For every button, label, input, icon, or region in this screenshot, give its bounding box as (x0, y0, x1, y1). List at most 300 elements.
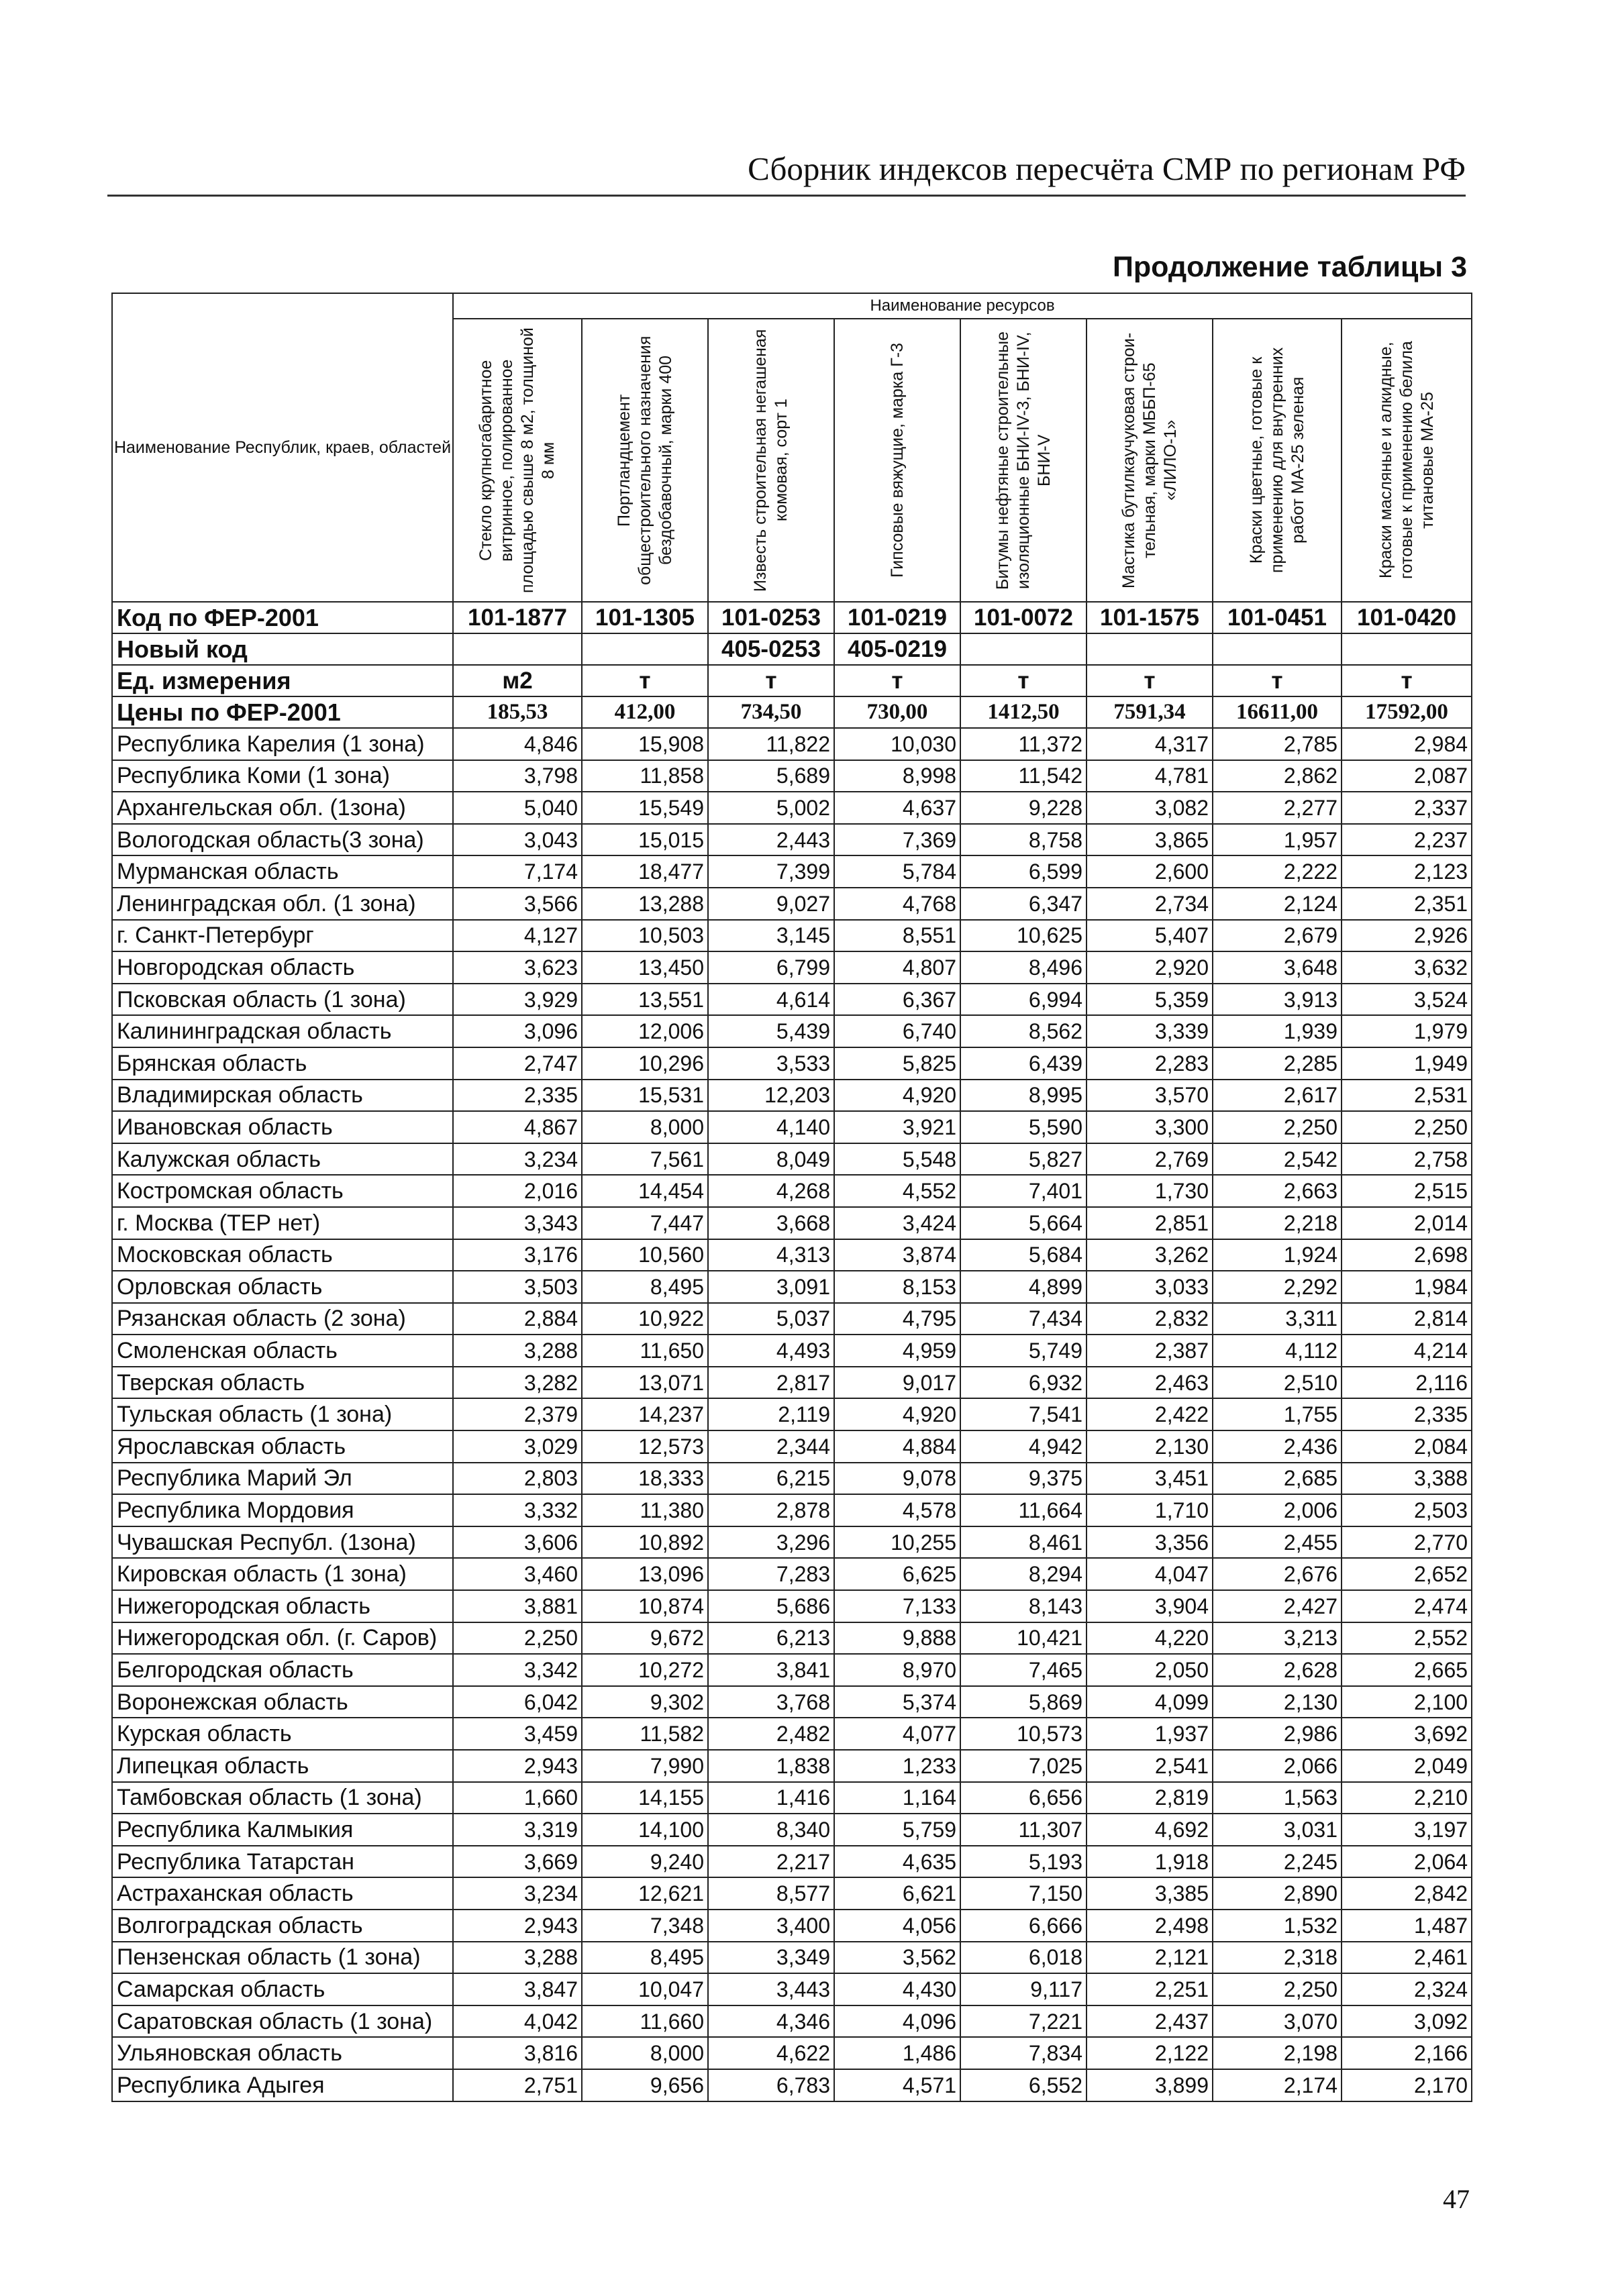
index-cell: 5,439 (708, 1015, 834, 1047)
resource-column-title: Краски масляные и алкидные, готовые к применению белила титановые МА-25 (1376, 341, 1437, 580)
index-cell: 1,710 (1087, 1494, 1213, 1526)
index-cell: 2,542 (1213, 1143, 1342, 1176)
index-cell: 4,637 (834, 792, 960, 824)
index-cell: 4,140 (708, 1111, 834, 1143)
index-cell: 7,834 (960, 2037, 1087, 2069)
index-cell: 2,503 (1342, 1494, 1472, 1526)
index-cell: 7,401 (960, 1175, 1087, 1207)
index-cell: 8,049 (708, 1143, 834, 1176)
index-cell: 4,077 (834, 1718, 960, 1750)
index-cell: 5,359 (1087, 984, 1213, 1016)
index-cell: 3,424 (834, 1207, 960, 1239)
region-name: Нижегородская область (112, 1590, 453, 1622)
index-cell: 3,213 (1213, 1622, 1342, 1655)
table-row (112, 1718, 1472, 1750)
region-name: Астраханская область (112, 1877, 453, 1910)
region-name: Самарская область (112, 1973, 453, 2005)
table-row (112, 1047, 1472, 1080)
region-name: Республика Калмыкия (112, 1814, 453, 1846)
index-cell: 9,027 (708, 888, 834, 920)
meta-cell: 101-1877 (453, 602, 582, 633)
index-cell: 5,037 (708, 1303, 834, 1335)
index-cell: 8,294 (960, 1558, 1087, 1590)
region-name: Республика Коми (1 зона) (112, 760, 453, 792)
table-row (112, 2037, 1472, 2069)
index-cell: 4,056 (834, 1910, 960, 1942)
index-cell: 2,443 (708, 824, 834, 856)
index-cell: 2,676 (1213, 1558, 1342, 1590)
index-cell: 2,116 (1342, 1367, 1472, 1399)
index-cell: 3,288 (453, 1942, 582, 1974)
region-name: Республика Адыгея (112, 2069, 453, 2101)
table-row (112, 855, 1472, 888)
index-cell: 2,006 (1213, 1494, 1342, 1526)
table-row (112, 1782, 1472, 1814)
index-cell: 2,785 (1213, 728, 1342, 760)
table-row (112, 1910, 1472, 1942)
index-cell: 2,531 (1342, 1080, 1472, 1112)
index-cell: 3,443 (708, 1973, 834, 2005)
table-row (112, 2005, 1472, 2038)
table-row (112, 2069, 1472, 2101)
index-cell: 4,430 (834, 1973, 960, 2005)
index-cell: 2,218 (1213, 1207, 1342, 1239)
region-name: Московская область (112, 1239, 453, 1271)
index-cell: 4,899 (960, 1271, 1087, 1303)
index-cell: 4,268 (708, 1175, 834, 1207)
index-cell: 3,881 (453, 1590, 582, 1622)
index-cell: 7,348 (582, 1910, 708, 1942)
index-cell: 3,234 (453, 1143, 582, 1176)
index-cell: 7,434 (960, 1303, 1087, 1335)
index-cell: 1,984 (1342, 1271, 1472, 1303)
index-cell: 4,346 (708, 2005, 834, 2038)
table-row (112, 792, 1472, 824)
index-cell: 10,625 (960, 920, 1087, 952)
index-cell: 3,865 (1087, 824, 1213, 856)
index-cell: 3,091 (708, 1271, 834, 1303)
index-cell: 4,768 (834, 888, 960, 920)
meta-cell: т (582, 665, 708, 696)
index-cell: 11,650 (582, 1335, 708, 1367)
index-cell: 5,686 (708, 1590, 834, 1622)
index-cell: 13,096 (582, 1558, 708, 1590)
index-cell: 1,957 (1213, 824, 1342, 856)
region-name: Белгородская область (112, 1654, 453, 1686)
index-cell: 6,042 (453, 1686, 582, 1718)
index-cell: 2,628 (1213, 1654, 1342, 1686)
index-cell: 6,740 (834, 1015, 960, 1047)
index-cell: 2,049 (1342, 1750, 1472, 1782)
index-cell: 5,684 (960, 1239, 1087, 1271)
index-cell: 6,799 (708, 951, 834, 984)
index-cell: 2,455 (1213, 1526, 1342, 1559)
running-title: Сборник индексов пересчёта СМР по регионам РФ (748, 150, 1466, 187)
index-cell: 11,380 (582, 1494, 708, 1526)
index-cell: 4,942 (960, 1430, 1087, 1463)
table-row (112, 1590, 1472, 1622)
resource-column-header (834, 319, 960, 602)
index-cell: 2,770 (1342, 1526, 1472, 1559)
index-cell: 2,250 (453, 1622, 582, 1655)
meta-cell: т (960, 665, 1087, 696)
index-cell: 6,213 (708, 1622, 834, 1655)
region-name: Брянская область (112, 1047, 453, 1080)
index-cell: 8,995 (960, 1080, 1087, 1112)
index-cell: 3,342 (453, 1654, 582, 1686)
index-cell: 2,617 (1213, 1080, 1342, 1112)
index-cell: 2,166 (1342, 2037, 1472, 2069)
index-cell: 3,570 (1087, 1080, 1213, 1112)
region-name: Вологодская область(3 зона) (112, 824, 453, 856)
table-row (112, 1303, 1472, 1335)
meta-cell: т (1342, 665, 1472, 696)
meta-cell: 1412,50 (960, 696, 1087, 728)
meta-cell: м2 (453, 665, 582, 696)
index-cell: 8,998 (834, 760, 960, 792)
region-name: Республика Марий Эл (112, 1463, 453, 1495)
index-cell: 1,755 (1213, 1398, 1342, 1430)
index-cell: 2,324 (1342, 1973, 1472, 2005)
index-cell: 3,899 (1087, 2069, 1213, 2101)
index-cell: 9,888 (834, 1622, 960, 1655)
resource-column-title: Краски цветные, готовые к применению для внутренних работ МА-25 зеленая (1246, 347, 1307, 574)
index-cell: 5,548 (834, 1143, 960, 1176)
meta-cell: 101-1575 (1087, 602, 1213, 633)
index-cell: 5,689 (708, 760, 834, 792)
index-cell: 6,347 (960, 888, 1087, 920)
table-body (112, 602, 1472, 2101)
meta-cell: т (1213, 665, 1342, 696)
index-cell: 2,064 (1342, 1846, 1472, 1878)
index-cell: 2,541 (1087, 1750, 1213, 1782)
index-cell: 4,047 (1087, 1558, 1213, 1590)
index-cell: 3,082 (1087, 792, 1213, 824)
index-cell: 2,832 (1087, 1303, 1213, 1335)
index-cell: 8,461 (960, 1526, 1087, 1559)
index-cell: 15,531 (582, 1080, 708, 1112)
index-cell: 9,078 (834, 1463, 960, 1495)
index-cell: 4,959 (834, 1335, 960, 1367)
index-cell: 10,573 (960, 1718, 1087, 1750)
index-cell: 8,562 (960, 1015, 1087, 1047)
index-cell: 2,482 (708, 1718, 834, 1750)
index-cell: 2,292 (1213, 1271, 1342, 1303)
index-cell: 8,577 (708, 1877, 834, 1910)
table-row (112, 1111, 1472, 1143)
index-cell: 6,018 (960, 1942, 1087, 1974)
index-cell: 2,819 (1087, 1782, 1213, 1814)
index-cell: 3,816 (453, 2037, 582, 2069)
index-cell: 8,495 (582, 1271, 708, 1303)
meta-cell: 101-0253 (708, 602, 834, 633)
index-cell: 2,663 (1213, 1175, 1342, 1207)
index-cell: 2,277 (1213, 792, 1342, 824)
table-row (112, 1654, 1472, 1686)
resource-column-title: Известь строительная негашеная комовая, сорт 1 (751, 329, 791, 592)
index-cell: 11,307 (960, 1814, 1087, 1846)
region-name: Республика Карелия (1 зона) (112, 728, 453, 760)
index-cell: 12,203 (708, 1080, 834, 1112)
index-cell: 4,807 (834, 951, 960, 984)
index-cell: 4,214 (1342, 1335, 1472, 1367)
index-cell: 5,869 (960, 1686, 1087, 1718)
index-cell: 2,926 (1342, 920, 1472, 952)
index-cell: 4,571 (834, 2069, 960, 2101)
index-cell: 3,768 (708, 1686, 834, 1718)
index-cell: 6,994 (960, 984, 1087, 1016)
index-cell: 11,372 (960, 728, 1087, 760)
region-name: Псковская область (1 зона) (112, 984, 453, 1016)
meta-row (112, 602, 1472, 633)
index-cell: 3,339 (1087, 1015, 1213, 1047)
index-cell: 1,486 (834, 2037, 960, 2069)
index-cell: 7,399 (708, 855, 834, 888)
index-cell: 3,929 (453, 984, 582, 1016)
index-cell: 6,656 (960, 1782, 1087, 1814)
index-cell: 4,781 (1087, 760, 1213, 792)
index-cell: 2,285 (1213, 1047, 1342, 1080)
table-row (112, 1367, 1472, 1399)
index-cell: 8,000 (582, 1111, 708, 1143)
index-cell: 2,124 (1213, 888, 1342, 920)
index-cell: 4,493 (708, 1335, 834, 1367)
index-cell: 2,379 (453, 1398, 582, 1430)
meta-cell (1342, 633, 1472, 665)
index-cell: 2,245 (1213, 1846, 1342, 1878)
index-cell: 2,337 (1342, 792, 1472, 824)
index-cell: 2,436 (1213, 1430, 1342, 1463)
index-cell: 10,503 (582, 920, 708, 952)
table-row (112, 1750, 1472, 1782)
index-cell: 5,040 (453, 792, 582, 824)
index-cell: 3,562 (834, 1942, 960, 1974)
table-row (112, 728, 1472, 760)
resource-column-title: Портландцемент общестроительного назначения бездобавочный, марки 400 (614, 335, 675, 585)
meta-cell: 101-1305 (582, 602, 708, 633)
meta-cell (582, 633, 708, 665)
index-table (111, 293, 1472, 2102)
resource-column-header (453, 319, 582, 602)
region-name: Ленинградская обл. (1 зона) (112, 888, 453, 920)
index-cell: 5,827 (960, 1143, 1087, 1176)
table-row (112, 1398, 1472, 1430)
meta-cell: 101-0420 (1342, 602, 1472, 633)
index-cell: 2,335 (1342, 1398, 1472, 1430)
index-cell: 13,288 (582, 888, 708, 920)
index-cell: 6,552 (960, 2069, 1087, 2101)
index-cell: 4,622 (708, 2037, 834, 2069)
index-cell: 3,874 (834, 1239, 960, 1271)
meta-cell (1213, 633, 1342, 665)
region-name: Кировская область (1 зона) (112, 1558, 453, 1590)
index-cell: 2,130 (1087, 1430, 1213, 1463)
resource-column-header (582, 319, 708, 602)
index-cell: 7,990 (582, 1750, 708, 1782)
index-cell: 13,450 (582, 951, 708, 984)
meta-row (112, 633, 1472, 665)
meta-row (112, 696, 1472, 728)
resource-column-title: Битумы нефтяные строительные изоляционные БНИ-IV-3, БНИ-IV, БНИ-V (993, 331, 1054, 590)
index-cell: 3,400 (708, 1910, 834, 1942)
index-cell: 2,769 (1087, 1143, 1213, 1176)
meta-cell: 405-0219 (834, 633, 960, 665)
region-name: Ярославская область (112, 1430, 453, 1463)
index-cell: 14,454 (582, 1175, 708, 1207)
table-row (112, 824, 1472, 856)
index-cell: 3,632 (1342, 951, 1472, 984)
region-name: Архангельская обл. (1зона) (112, 792, 453, 824)
index-cell: 2,463 (1087, 1367, 1213, 1399)
index-cell: 2,427 (1213, 1590, 1342, 1622)
index-cell: 3,343 (453, 1207, 582, 1239)
index-cell: 2,884 (453, 1303, 582, 1335)
index-cell: 2,878 (708, 1494, 834, 1526)
index-cell: 11,542 (960, 760, 1087, 792)
index-cell: 8,551 (834, 920, 960, 952)
region-name: Липецкая область (112, 1750, 453, 1782)
region-name: Нижегородская обл. (г. Саров) (112, 1622, 453, 1655)
index-cell: 2,122 (1087, 2037, 1213, 2069)
index-cell: 1,939 (1213, 1015, 1342, 1047)
index-cell: 11,582 (582, 1718, 708, 1750)
index-cell: 3,070 (1213, 2005, 1342, 2038)
index-cell: 3,460 (453, 1558, 582, 1590)
index-cell: 4,867 (453, 1111, 582, 1143)
index-cell: 3,904 (1087, 1590, 1213, 1622)
index-cell: 2,014 (1342, 1207, 1472, 1239)
index-cell: 7,447 (582, 1207, 708, 1239)
index-cell: 9,656 (582, 2069, 708, 2101)
table-row (112, 1239, 1472, 1271)
index-cell: 2,747 (453, 1047, 582, 1080)
index-cell: 13,551 (582, 984, 708, 1016)
index-cell: 2,814 (1342, 1303, 1472, 1335)
region-name: Мурманская область (112, 855, 453, 888)
index-cell: 6,599 (960, 855, 1087, 888)
index-cell: 2,119 (708, 1398, 834, 1430)
index-cell: 3,847 (453, 1973, 582, 2005)
index-cell: 5,825 (834, 1047, 960, 1080)
index-cell: 1,563 (1213, 1782, 1342, 1814)
index-cell: 7,283 (708, 1558, 834, 1590)
index-cell: 5,407 (1087, 920, 1213, 952)
index-cell: 9,240 (582, 1846, 708, 1878)
index-cell: 10,272 (582, 1654, 708, 1686)
index-cell: 3,349 (708, 1942, 834, 1974)
index-cell: 1,937 (1087, 1718, 1213, 1750)
meta-cell: т (834, 665, 960, 696)
table-row (112, 888, 1472, 920)
index-cell: 1,416 (708, 1782, 834, 1814)
meta-cell: 101-0451 (1213, 602, 1342, 633)
region-name: Тамбовская область (1 зона) (112, 1782, 453, 1814)
region-name: Смоленская область (112, 1335, 453, 1367)
index-cell: 6,367 (834, 984, 960, 1016)
index-cell: 5,784 (834, 855, 960, 888)
index-cell: 3,176 (453, 1239, 582, 1271)
resource-column-header (1342, 319, 1472, 602)
index-cell: 2,123 (1342, 855, 1472, 888)
table-row (112, 951, 1472, 984)
index-cell: 4,042 (453, 2005, 582, 2038)
index-cell: 2,498 (1087, 1910, 1213, 1942)
index-cell: 2,920 (1087, 951, 1213, 984)
index-cell: 1,838 (708, 1750, 834, 1782)
index-cell: 2,283 (1087, 1047, 1213, 1080)
index-cell: 2,222 (1213, 855, 1342, 888)
index-cell: 11,660 (582, 2005, 708, 2038)
region-name: Воронежская область (112, 1686, 453, 1718)
index-cell: 2,461 (1342, 1942, 1472, 1974)
index-cell: 7,465 (960, 1654, 1087, 1686)
index-cell: 6,783 (708, 2069, 834, 2101)
index-cell: 2,422 (1087, 1398, 1213, 1430)
index-cell: 5,002 (708, 792, 834, 824)
meta-cell: 405-0253 (708, 633, 834, 665)
index-cell: 4,920 (834, 1080, 960, 1112)
region-name: Волгоградская область (112, 1910, 453, 1942)
index-cell: 2,665 (1342, 1654, 1472, 1686)
index-cell: 2,890 (1213, 1877, 1342, 1910)
index-cell: 6,215 (708, 1463, 834, 1495)
index-cell: 3,092 (1342, 2005, 1472, 2038)
index-cell: 3,145 (708, 920, 834, 952)
region-name: Владимирская область (112, 1080, 453, 1112)
index-cell: 2,758 (1342, 1143, 1472, 1176)
index-cell: 4,127 (453, 920, 582, 952)
table-row (112, 1622, 1472, 1655)
index-cell: 2,510 (1213, 1367, 1342, 1399)
resource-column-header (708, 319, 834, 602)
index-cell: 10,922 (582, 1303, 708, 1335)
index-cell: 18,477 (582, 855, 708, 888)
meta-cell: 101-0072 (960, 602, 1087, 633)
index-cell: 2,751 (453, 2069, 582, 2101)
region-name: Тульская область (1 зона) (112, 1398, 453, 1430)
index-cell: 2,130 (1213, 1686, 1342, 1718)
index-cell: 6,621 (834, 1877, 960, 1910)
meta-cell: 185,53 (453, 696, 582, 728)
meta-cell (453, 633, 582, 665)
index-cell: 2,437 (1087, 2005, 1213, 2038)
table-row (112, 1973, 1472, 2005)
table-row (112, 1335, 1472, 1367)
resource-column-title: Мастика бутилкаучуковая строи-тельная, марки МББП-65 «ЛИЛО-1» (1119, 332, 1180, 588)
index-cell: 3,524 (1342, 984, 1472, 1016)
meta-cell: 17592,00 (1342, 696, 1472, 728)
index-cell: 8,143 (960, 1590, 1087, 1622)
index-cell: 1,660 (453, 1782, 582, 1814)
index-cell: 7,150 (960, 1877, 1087, 1910)
table-row (112, 1526, 1472, 1559)
table-row (112, 1430, 1472, 1463)
index-cell: 1,979 (1342, 1015, 1472, 1047)
table-row (112, 984, 1472, 1016)
index-cell: 2,344 (708, 1430, 834, 1463)
region-name: Орловская область (112, 1271, 453, 1303)
index-cell: 7,369 (834, 824, 960, 856)
index-cell: 2,217 (708, 1846, 834, 1878)
index-cell: 4,552 (834, 1175, 960, 1207)
index-cell: 2,250 (1213, 1973, 1342, 2005)
index-cell: 3,451 (1087, 1463, 1213, 1495)
index-cell: 10,296 (582, 1047, 708, 1080)
meta-row (112, 665, 1472, 696)
table-row (112, 1271, 1472, 1303)
index-cell: 7,541 (960, 1398, 1087, 1430)
index-cell: 2,066 (1213, 1750, 1342, 1782)
